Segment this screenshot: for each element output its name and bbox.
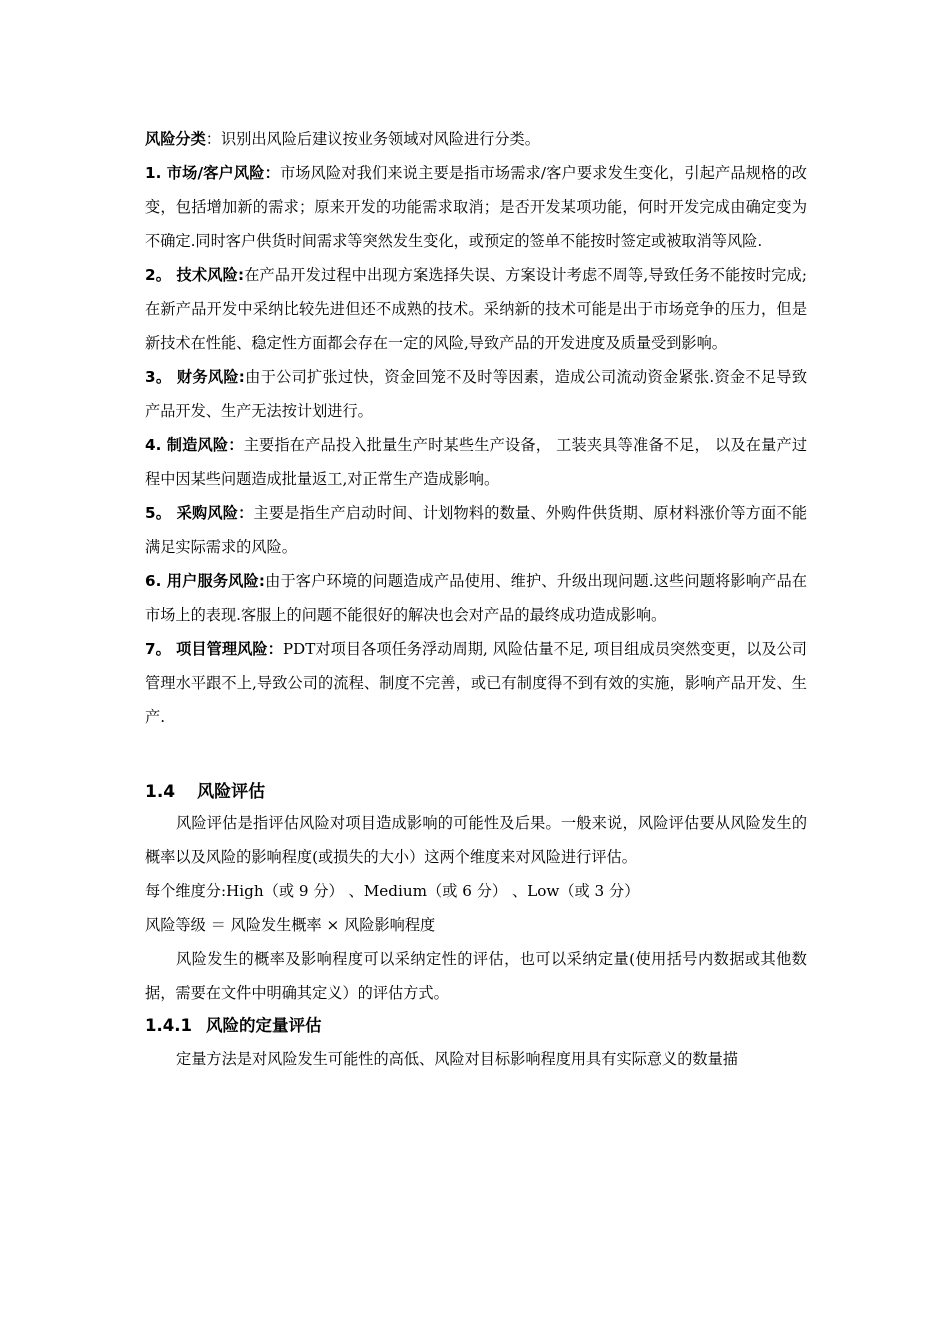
risk-assessment-paragraph: 风险评估是指评估风险对项目造成影响的可能性及后果。一般来说，风险评估要从风险发生的概率以及风险的影响程度(或损失的大小）这两个维度来对风险进行评估。 xyxy=(145,814,807,866)
risk-item-manufacturing xyxy=(145,428,807,496)
dimension-scoring-line: 每个维度分:High（或 9 分） 、Medium（或 6 分） 、Low（或 3 分） xyxy=(145,882,640,900)
risk-text: PDT对项目各项任务浮动周期, 风险估量不足, 项目组成员突然变更，以及公司管理水平跟不上,导致公司的流程、制度不完善，或已有制度得不到有效的实施，影响产品开发、生产. xyxy=(145,640,807,726)
section-heading-1-4 xyxy=(145,778,807,806)
risk-item-technical xyxy=(145,258,807,360)
section-title: 风险评估 xyxy=(197,782,266,802)
risk-item-procurement xyxy=(145,496,807,564)
risk-label: 2。 技术风险: xyxy=(145,266,245,284)
intro-label: 风险分类 xyxy=(145,130,206,148)
risk-text: 市场风险对我们来说主要是指市场需求/客户要求发生变化，引起产品规格的改变，包括增加新的需求；原来开发的功能需求取消；是否开发某项功能，何时开发完成由确定变为不确定.同时客户供货时间需求等突然发生变化，或预定的签单不能按时签定或被取消等风险. xyxy=(145,164,807,250)
risk-label: 1. 市场/客户风险： xyxy=(145,164,280,182)
risk-text: 主要指在产品投入批量生产时某些生产设备， 工装夹具等准备不足， 以及在量产过程中因某些问题造成批量返工,对正常生产造成影响。 xyxy=(145,436,808,488)
risk-label: 7。 项目管理风险： xyxy=(145,640,283,658)
risk-label: 6. 用户服务风险: xyxy=(145,572,265,590)
risk-level-formula: 风险等级 ＝ 风险发生概率 × 风险影响程度 xyxy=(145,916,436,934)
section-title: 风险的定量评估 xyxy=(205,1016,322,1035)
section-number: 1.4 xyxy=(145,782,176,802)
risk-text: 主要是指生产启动时间、计划物料的数量、外购件供货期、原材料涨价等方面不能满足实际需求的风险。 xyxy=(145,504,808,556)
risk-text: 在产品开发过程中出现方案选择失误、方案设计考虑不周等,导致任务不能按时完成;在新产品开发中采纳比较先进但还不成熟的技术。采纳新的技术可能是出于市场竞争的压力，但是新技术在性能、稳定性方面都会存在一定的风险,导致产品的开发进度及质量受到影响。 xyxy=(145,266,807,352)
quantitative-method-paragraph: 定量方法是对风险发生可能性的高低、风险对目标影响程度用具有实际意义的数量描 xyxy=(176,1050,738,1068)
risk-item-project-management xyxy=(145,632,807,734)
risk-item-market xyxy=(145,156,807,258)
document-body xyxy=(145,122,807,1076)
risk-item-financial xyxy=(145,360,807,428)
section-heading-1-4-1 xyxy=(145,1012,807,1040)
section-number: 1.4.1 xyxy=(145,1016,192,1035)
risk-text: 由于公司扩张过快，资金回笼不及时等因素，造成公司流动资金紧张.资金不足导致产品开发、生产无法按计划进行。 xyxy=(145,368,808,420)
assessment-method-paragraph: 风险发生的概率及影响程度可以采纳定性的评估，也可以采纳定量(使用括号内数据或其他数据，需要在文件中明确其定义）的评估方式。 xyxy=(145,950,807,1002)
risk-item-user-service xyxy=(145,564,807,632)
risk-text: 由于客户环境的问题造成产品使用、维护、升级出现问题.这些问题将影响产品在市场上的表现.客服上的问题不能很好的解决也会对产品的最终成功造成影响。 xyxy=(145,572,808,624)
risk-label: 3。 财务风险: xyxy=(145,368,245,386)
risk-classification-intro xyxy=(145,122,807,156)
intro-text: ：识别出风险后建议按业务领域对风险进行分类。 xyxy=(205,130,540,148)
risk-label: 5。 采购风险： xyxy=(145,504,254,522)
risk-label: 4. 制造风险： xyxy=(145,436,244,454)
